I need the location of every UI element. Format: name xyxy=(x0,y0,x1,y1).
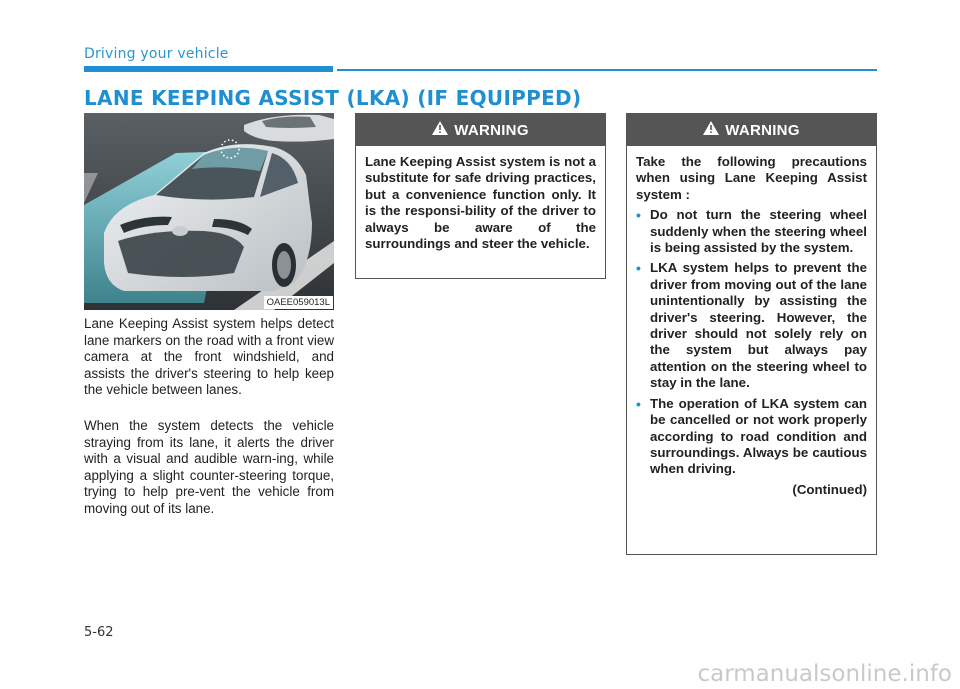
watermark: carmanualsonline.info xyxy=(697,661,952,687)
bullet-icon: • xyxy=(636,260,641,277)
warning-heading-2: WARNING xyxy=(725,121,800,139)
car-camera-illustration xyxy=(84,113,334,310)
header-rule xyxy=(337,69,877,71)
warning-triangle-icon xyxy=(432,121,448,139)
bullet-icon: • xyxy=(636,207,641,224)
lka-illustration xyxy=(84,113,334,310)
continued-label: (Continued) xyxy=(792,481,867,497)
warning-list-item: • Do not turn the steering wheel suddenly when the steering wheel is being assisted by the system. xyxy=(636,207,867,256)
warning-triangle-icon xyxy=(703,121,719,139)
section-label: Driving your vehicle xyxy=(84,46,229,62)
warning-box-1 xyxy=(355,113,606,279)
page-title: LANE KEEPING ASSIST (LKA) (IF EQUIPPED) xyxy=(84,86,582,110)
warning-list xyxy=(636,207,867,478)
body-paragraph-1: Lane Keeping Assist system helps detect lane markers on the road with a front view camera at the front windshield, and assists the driver's steering to help keep the vehicle between lanes. xyxy=(84,316,334,398)
warning-list-item: • LKA system helps to prevent the driver from moving out of the lane unintentionally by assisting the driver's steering. However, the driver should not solely rely on the system but always pay attention on the steering wheel to stay in the lane. xyxy=(636,260,867,391)
figure-code: OAEE059013L xyxy=(264,296,333,309)
bullet-icon: • xyxy=(636,395,641,412)
page-number: 5-62 xyxy=(84,625,114,640)
header-bar xyxy=(84,66,333,72)
warning-header-2 xyxy=(627,114,876,146)
warning-box-2 xyxy=(626,113,877,555)
warning-intro: Take the following precautions when using Lane Keeping Assist system : xyxy=(636,154,867,202)
warning-heading-1: WARNING xyxy=(454,121,529,139)
body-paragraph-2: When the system detects the vehicle straying from its lane, it alerts the driver with a visual and audible warn-ing, while applying a slight counter-steering torque, trying to help pre-vent the vehicle from moving out of its lane. xyxy=(84,418,334,516)
warning-list-item: • The operation of LKA system can be cancelled or not work properly according to road condition and surroundings. Always be cautious when driving. xyxy=(636,395,867,477)
warning-text-1: Lane Keeping Assist system is not a substitute for safe driving practices, but a convenience function only. It is the responsi-bility of the driver to always be aware of the surroundings and steer the vehicle. xyxy=(365,154,596,252)
warning-body-2 xyxy=(627,146,876,506)
warning-header-1 xyxy=(356,114,605,146)
